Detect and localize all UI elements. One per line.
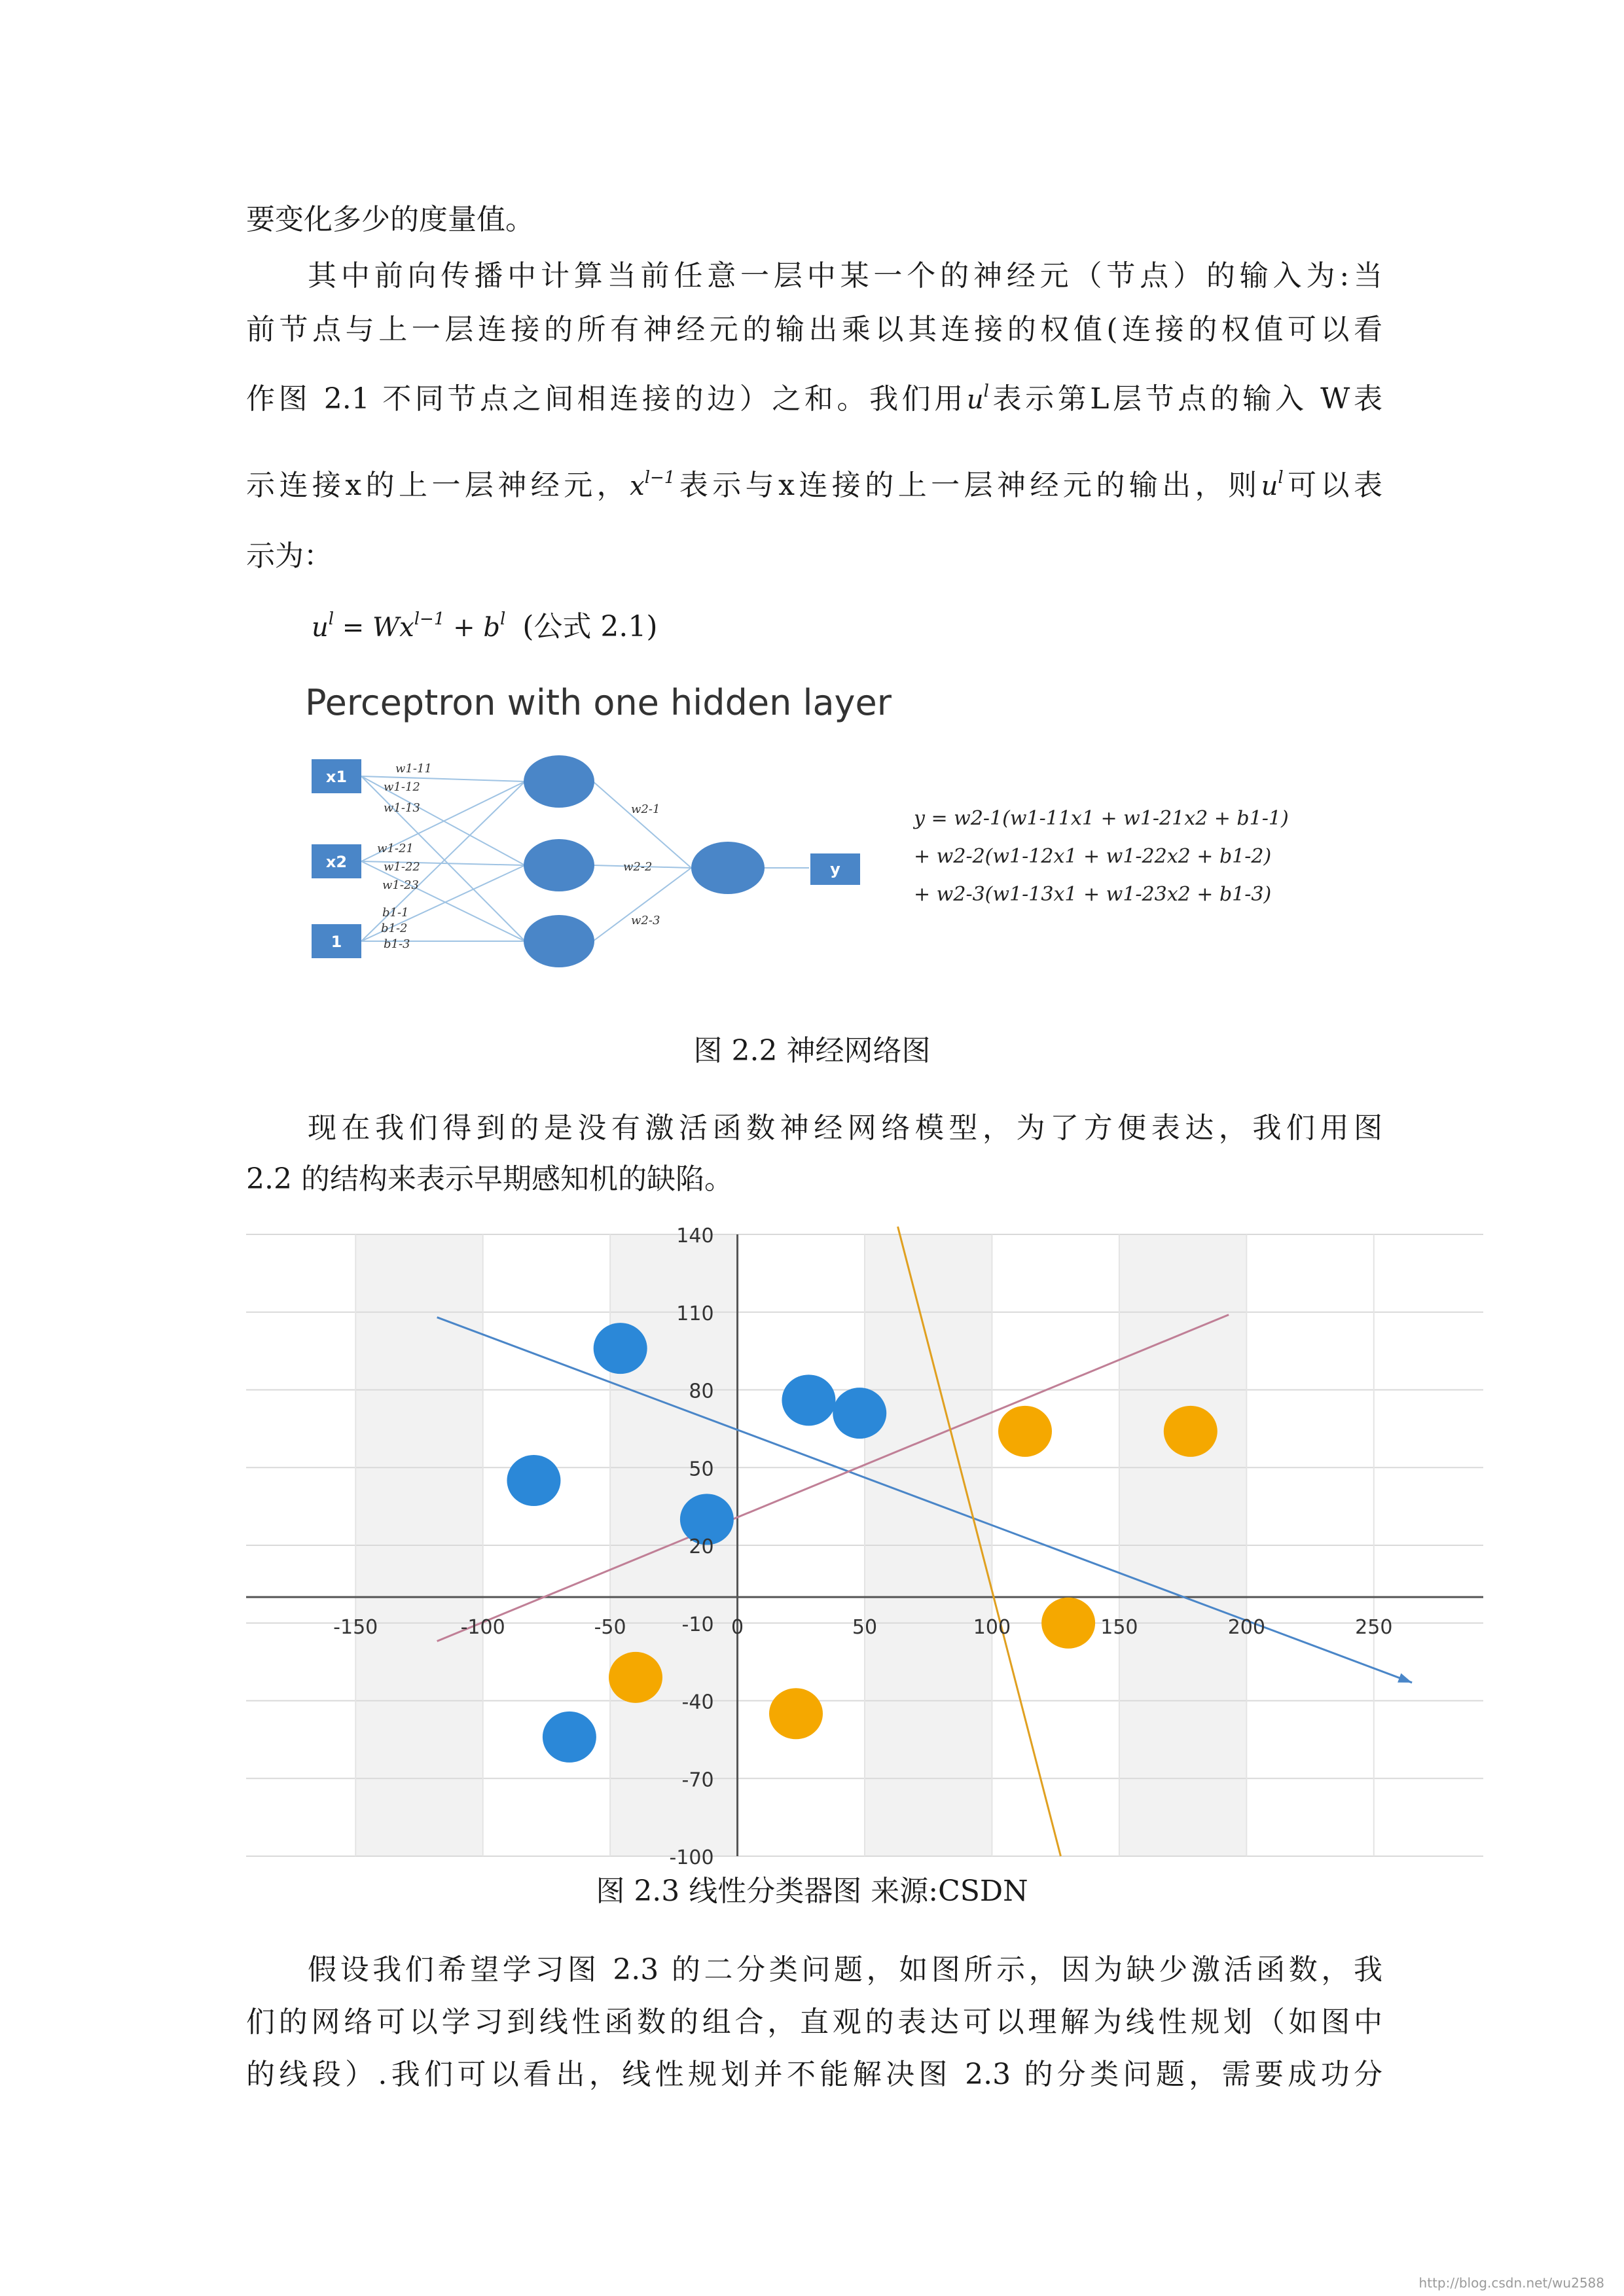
math-superscript: l−1 [644, 468, 676, 488]
weight-label: w2-3 [631, 914, 660, 927]
text-line: 前节点与上一层连接的所有神经元的输出乘以其连接的权值(连接的权值可以看 [246, 313, 1382, 346]
x-tick-label: 0 [731, 1616, 744, 1640]
hidden-node [524, 915, 594, 967]
arrow-head [1398, 1673, 1412, 1682]
math-symbol: u [966, 385, 984, 415]
weight-label: w1-22 [384, 860, 420, 874]
y-tick-label: -100 [669, 1846, 714, 1869]
figure-2-2-caption: 图 2.2 神经网络图 [693, 1034, 931, 1067]
formula-plus: + b [444, 613, 500, 643]
x-tick-label: -100 [460, 1616, 505, 1640]
weight-label: b1-2 [381, 922, 408, 935]
text-segment: 表示与x连接的上一层神经元的输出，则 [675, 469, 1261, 502]
watermark: http://blog.csdn.net/wu2588 [1418, 2275, 1604, 2291]
weight-label: w2-2 [623, 860, 653, 874]
x-tick-label: 100 [973, 1616, 1011, 1640]
weight-label: w1-23 [382, 878, 419, 892]
blue-point [594, 1323, 647, 1374]
math-symbol: x [630, 471, 645, 501]
text-line: 的线段）.我们可以看出，线性规划并不能解决图 2.3 的分类问题，需要成功分 [246, 2058, 1382, 2091]
text-line: 示为： [246, 539, 333, 573]
math-symbol: u [1261, 471, 1278, 501]
neural-network-figure [298, 681, 1326, 982]
y-tick-label: 80 [689, 1380, 714, 1403]
formula-sup: l [499, 609, 506, 629]
hidden-node [524, 839, 594, 891]
text-line: 其中前向传播中计算当前任意一层中某一个的神经元（节点）的输入为:当 [308, 259, 1382, 293]
text-line: 要变化多少的度量值。 [246, 203, 534, 236]
text-line [246, 466, 1382, 509]
orange-point [998, 1406, 1052, 1457]
input-label: x1 [325, 768, 348, 786]
y-tick-label: -40 [681, 1691, 714, 1714]
equation-line: y = w2-1(w1-11x1 + w1-21x2 + b1-1) [914, 807, 1289, 830]
text-line: 2.2 的结构来表示早期感知机的缺陷。 [246, 1162, 733, 1196]
text-line [246, 380, 1382, 423]
blue-point [543, 1712, 596, 1763]
math-superscript: l [1278, 468, 1284, 488]
x-tick-label: 200 [1227, 1616, 1265, 1640]
nn-title: Perceptron with one hidden layer [305, 682, 892, 723]
orange-point [1041, 1598, 1095, 1649]
equation-line: + w2-2(w1-12x1 + w1-22x2 + b1-2) [914, 845, 1272, 868]
blue-point [833, 1388, 886, 1439]
text-segment: 可以表 [1283, 469, 1382, 502]
math-superscript: l [983, 382, 989, 401]
x-tick-label: 50 [852, 1616, 878, 1640]
text-line: 现在我们得到的是没有激活函数神经网络模型，为了方便表达，我们用图 [308, 1111, 1382, 1145]
formula-2-1 [312, 607, 1448, 651]
output-sum-node [691, 842, 765, 894]
linear-classifier-chart [246, 1225, 1483, 1869]
formula-lhs: u [312, 613, 329, 643]
y-tick-label: 110 [676, 1302, 714, 1325]
formula-eq: = Wx [334, 613, 414, 643]
y-tick-label: 20 [689, 1535, 714, 1558]
text-line: 假设我们希望学习图 2.3 的二分类问题，如图所示，因为缺少激活函数，我 [308, 1953, 1382, 1986]
x-tick-label: -50 [594, 1616, 626, 1640]
formula-sup: l−1 [414, 609, 445, 629]
blue-point [507, 1455, 560, 1506]
weight-label: w1-21 [377, 842, 414, 855]
formula-sup: l [328, 609, 334, 629]
text-line: 们的网络可以学习到线性函数的组合，直观的表达可以理解为线性规划（如图中 [246, 2005, 1382, 2039]
y-tick-label: 50 [689, 1458, 714, 1481]
text-segment: 示连接x的上一层神经元， [246, 469, 630, 502]
weight-label: w2-1 [631, 802, 660, 816]
weight-label: b1-1 [382, 906, 409, 920]
input-label: x2 [325, 853, 348, 871]
equation-line: + w2-3(w1-13x1 + w1-23x2 + b1-3) [914, 883, 1272, 906]
hidden-node [524, 755, 594, 808]
figure-2-3-caption: 图 2.3 线性分类器图 来源:CSDN [596, 1874, 1028, 1908]
formula-label: (公式 2.1) [522, 610, 658, 643]
text-segment: 表示第L层节点的输入 W表 [988, 382, 1382, 416]
weight-label: w1-11 [395, 762, 432, 776]
weight-label: w1-13 [384, 801, 420, 815]
x-tick-label: 250 [1355, 1616, 1393, 1640]
y-tick-label: 140 [676, 1225, 714, 1247]
x-tick-label: 150 [1100, 1616, 1138, 1640]
output-label: y [830, 860, 840, 878]
orange-point [609, 1652, 662, 1703]
weight-label: w1-12 [384, 780, 420, 794]
x-tick-label: -150 [333, 1616, 378, 1640]
y-tick-label: -70 [681, 1768, 714, 1792]
weight-label: b1-3 [384, 937, 410, 951]
blue-point [782, 1374, 835, 1426]
y-tick-label: -10 [681, 1613, 714, 1636]
input-label: 1 [331, 933, 342, 951]
text-segment: 作图 2.1 不同节点之间相连接的边）之和。我们用 [246, 382, 967, 416]
orange-point [1164, 1406, 1218, 1457]
orange-point [769, 1688, 823, 1739]
